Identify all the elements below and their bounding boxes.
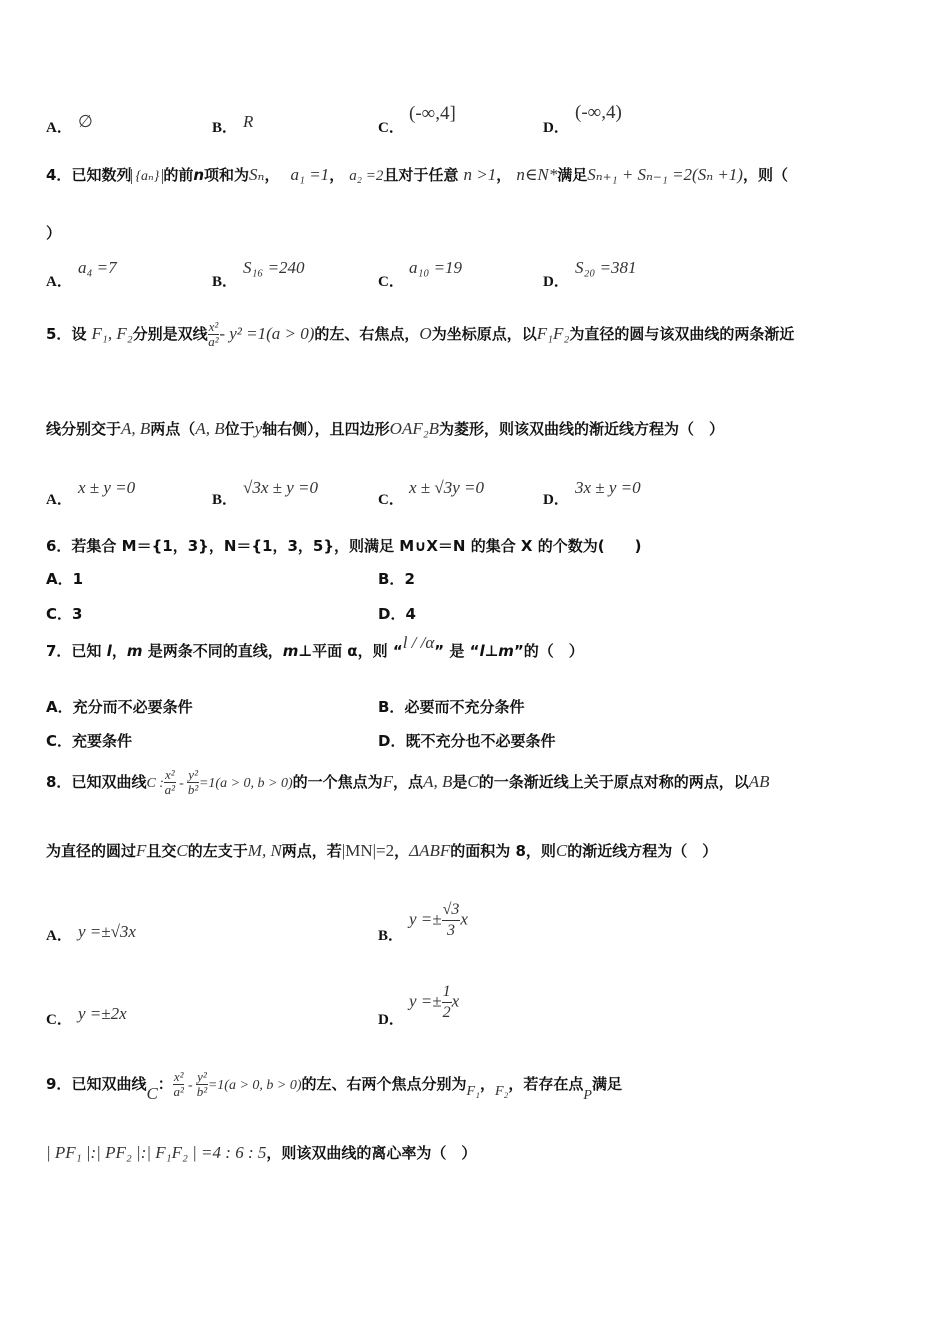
question-6: 6．若集合 M＝{1，3}，N＝{1，3，5}，则满足 M∪X＝N 的集合 X 的个数为( )	[46, 537, 642, 555]
q4-option-c-value: a₁₀ =19	[409, 258, 463, 277]
q3-option-c-value: (-∞,4]	[409, 103, 456, 124]
q4-option-c-label: C．	[378, 274, 404, 290]
q8-focus-2: F	[136, 841, 147, 860]
q5-option-a-value: x ± y =0	[78, 478, 136, 497]
q8-option-d-prefix: y =±	[409, 991, 442, 1011]
q8-option-b-value	[409, 900, 468, 941]
q8-text-11: 的渐近线方程为（ ）	[567, 842, 718, 860]
q6-option-d-label: D．	[378, 605, 406, 623]
question-9-line-2	[46, 1142, 476, 1163]
q6-option-b-value: 2	[404, 570, 415, 588]
q6-option-c-label: C．	[46, 605, 73, 623]
q4-comma-2: ，	[329, 166, 345, 184]
q4-n-gt-1: n >1	[463, 165, 497, 184]
q4-text-5: 满足	[557, 166, 588, 184]
q7-text-1: 7．已知	[46, 642, 107, 660]
q5-text-6: 线分别交于	[46, 420, 122, 438]
q9-text-1: 已知双曲线	[71, 1075, 147, 1093]
q8-y2: y²	[188, 767, 198, 782]
q3-option-d-value: (-∞,4)	[575, 102, 622, 123]
q5-fraction	[208, 320, 220, 349]
q8-segment-ab: AB	[748, 772, 770, 791]
q4-comma-3: ，	[496, 166, 512, 184]
q8-mn-length: |MN|=2	[341, 841, 395, 860]
q8-fraction-y	[187, 768, 199, 797]
q8-curve-c: C	[467, 772, 479, 791]
q5-text-7: 两点（	[150, 420, 196, 438]
q7-option-b-value: 必要而不充分条件	[404, 698, 525, 716]
q8-option-d-suffix: x	[451, 991, 460, 1011]
q8-points-mn: M, N	[247, 841, 282, 860]
q5-equation-rest: - y² =1(a > 0)	[219, 324, 315, 343]
q9-text-2: 的左、右两个焦点分别为	[301, 1075, 467, 1093]
q5-option-b-label: B．	[212, 492, 238, 508]
q5-text-3: 的左、右焦点，	[314, 325, 420, 343]
q5-text-9: 轴右侧），且四边形	[262, 420, 390, 438]
q8-x2: x²	[164, 767, 175, 782]
q6-option-d-value: 4	[405, 605, 416, 623]
q8-text-8: 的左支于	[187, 842, 248, 860]
q9-text-4: 满足	[591, 1075, 622, 1093]
q6-option-a-value: 1	[72, 570, 84, 588]
q9-colon: ：	[157, 1075, 173, 1093]
q5-origin: O	[419, 324, 432, 343]
question-8: 8．已知双曲线C : $\frac{\text{x²}}{\text{a²}}$ - $\frac{\text{y²}}{\text{b²}}$ =1(a > 0, b > 0)的一个焦点为F，点A, B是C的一条渐近线上关于原点对称的两点，以AB	[46, 767, 770, 797]
q5-y-axis: y	[254, 419, 263, 438]
q7-option-b-label: B．	[378, 698, 405, 716]
q5-option-d-value: 3x ± y =0	[575, 478, 641, 497]
q9-condition: =1(a > 0, b > 0)	[207, 1078, 302, 1093]
q4-option-a-label: A．	[46, 274, 72, 290]
q7-option-d-label: D．	[378, 732, 406, 750]
q9-number: 9．	[46, 1075, 72, 1093]
q6-option-b	[378, 568, 415, 589]
q6-option-c-value: 3	[72, 605, 83, 623]
q5-text-8: 位于	[224, 420, 255, 438]
q4-option-b-label: B．	[212, 274, 238, 290]
q9-f2: F₂	[494, 1084, 509, 1099]
q4-option-d-label: D．	[543, 274, 569, 290]
q8-text-1: 已知双曲线	[71, 773, 147, 791]
q3-option-a-value: ∅	[78, 112, 93, 131]
q4-relation: Sₙ₊₁ + Sₙ₋₁ =2(Sₙ +1)	[587, 165, 743, 184]
q5-option-c-label: C．	[378, 492, 404, 508]
q7-option-c	[46, 730, 132, 751]
q7-option-a-label: A．	[46, 698, 73, 716]
q8-text-2: 的一个焦点为	[292, 773, 383, 791]
q9-comma: ，	[479, 1075, 495, 1093]
q7-text-2: ，	[111, 642, 127, 660]
q8-option-b-fraction	[442, 900, 461, 941]
q9-text-5: ，则该双曲线的离心率为（ ）	[266, 1144, 477, 1162]
q5-points-ab-2: A, B	[195, 419, 225, 438]
q4-n-in-N: n∈N*	[516, 165, 558, 184]
question-5	[46, 320, 794, 349]
q7-option-c-label: C．	[46, 732, 73, 750]
q9-fraction-y	[196, 1070, 208, 1099]
q5-fraction-den: a²	[208, 334, 219, 349]
q7-text-3: 是两条不同的直线，	[142, 642, 283, 660]
q8-text-9: 两点，若	[281, 842, 342, 860]
q9-ratio: | PF₁ |:| PF₂ |:| F₁F₂ | =4 : 6 : 5	[46, 1143, 267, 1162]
q5-text-10: 为菱形，则该双曲线的渐近线方程为（ ）	[439, 420, 725, 438]
q4-option-b-value: S₁₆ =240	[243, 258, 305, 277]
q8-triangle: ΔABF	[409, 841, 451, 860]
q8-option-a-label: A．	[46, 928, 72, 944]
q6-option-a-label: A．	[46, 570, 73, 588]
q5-number: 5．	[46, 325, 72, 343]
q8-text-4: 是	[452, 773, 468, 791]
q8-condition: =1(a > 0, b > 0)	[198, 776, 293, 791]
q4-text-3: 项和为	[204, 166, 250, 184]
q5-text-4: 为坐标原点，以	[431, 325, 537, 343]
q7-option-b	[378, 696, 524, 717]
q7-line-m-2: m	[282, 642, 299, 660]
q5-text-1: 设	[71, 325, 87, 343]
q7-option-d	[378, 730, 555, 751]
q5-option-b-value: √3x ± y =0	[243, 478, 318, 497]
q7-text-5: ” 是 “	[434, 642, 480, 660]
q8-option-d-value	[409, 982, 459, 1023]
q8-text-6: 为直径的圆过	[46, 842, 137, 860]
q4-number: 4．	[46, 166, 72, 184]
q3-option-c-label: C．	[378, 120, 404, 136]
q9-curve-name: C	[146, 1084, 158, 1103]
q4-n: n	[193, 166, 205, 184]
question-8-line-2	[46, 840, 717, 861]
q3-option-a-label: A．	[46, 120, 72, 136]
q8-option-c-label: C．	[46, 1012, 72, 1028]
q8-comma: ，	[394, 842, 410, 860]
q8-option-d-label: D．	[378, 1012, 404, 1028]
q7-condition: l / /α	[402, 633, 435, 652]
q8-fraction-x	[164, 768, 176, 797]
question-7	[46, 633, 584, 661]
q4-sn: Sₙ	[249, 165, 265, 184]
q5-fraction-num: x²	[208, 319, 219, 334]
q8-focus: F	[382, 772, 394, 791]
q9-fraction-x	[173, 1070, 185, 1099]
q5-points-ab: A, B	[121, 419, 151, 438]
q6-option-b-label: B．	[378, 570, 405, 588]
q5-option-a-label: A．	[46, 492, 72, 508]
q8-text-5: 的一条渐近线上关于原点对称的两点，以	[478, 773, 749, 791]
q7-line-l: l	[106, 642, 112, 660]
q9-text-3: ，若存在点	[508, 1075, 584, 1093]
q7-text-6: ”的（ ）	[513, 642, 584, 660]
q8-points-ab: A, B	[423, 772, 453, 791]
q6-option-c	[46, 603, 82, 624]
q4-text-6: ，则（	[742, 166, 788, 184]
q4-text-1: 已知数列	[71, 166, 132, 184]
q4-option-a-value: a₄ =7	[78, 258, 117, 277]
q8-option-a-value: y =±√3x	[78, 922, 136, 941]
q5-option-d-label: D．	[543, 492, 569, 508]
q6-option-a	[46, 568, 83, 589]
q7-text-4: ⊥平面 α，则 “	[298, 642, 403, 660]
q8-option-b-num: √3	[442, 900, 461, 921]
q4-comma-1: ，	[264, 166, 280, 184]
q5-f1f2-segment: F₁F₂	[536, 324, 570, 343]
q3-option-b-label: B．	[212, 120, 238, 136]
q9-point-p: P	[583, 1088, 592, 1103]
q7-option-c-value: 充要条件	[72, 732, 133, 750]
q8-option-b-suffix: x	[460, 909, 468, 929]
q5-text-2: 分别是双线	[132, 325, 208, 343]
q9-a2: a²	[173, 1084, 184, 1099]
q4-close-paren: ）	[46, 224, 62, 242]
q8-a2: a²	[164, 782, 175, 797]
q4-a1: a₁ =1	[290, 165, 330, 184]
question-5-line-2	[46, 418, 724, 439]
q8-text-10: 的面积为 8，则	[450, 842, 556, 860]
q8-number: 8．	[46, 773, 72, 791]
q5-text-5: 为直径的圆与该双曲线的两条渐近	[569, 325, 795, 343]
q7-line-m: m	[126, 642, 143, 660]
q8-option-d-num: 1	[442, 982, 452, 1003]
q9-f1: F₁	[466, 1084, 480, 1099]
q8-curve-c-3: C	[555, 841, 568, 860]
question-9: 9．已知双曲线C： $\frac{\text{x²}}{\text{a²}}$ - $\frac{\text{y²}}{\text{b²}}$ =1(a > 0, b > 0)的左、右两个焦点分别为F₁，F₂，若存在点P满足	[46, 1069, 622, 1103]
q3-option-d-label: D．	[543, 120, 569, 136]
q4-option-d-value: S₂₀ =381	[575, 258, 637, 277]
q4-a2: a₂ =2	[349, 168, 384, 184]
q4-sequence: {aₙ}	[131, 169, 163, 184]
q8-option-d-den: 2	[442, 1004, 451, 1021]
q7-option-a	[46, 696, 193, 717]
q7-option-a-value: 充分而不必要条件	[72, 698, 193, 716]
q9-y2: y²	[197, 1069, 207, 1084]
q8-b2: b²	[187, 782, 199, 797]
q4-text-4: 且对于任意	[383, 166, 459, 184]
q5-quadrilateral: OAF₂B	[389, 419, 440, 438]
q3-option-b-value: R	[243, 112, 254, 131]
q8-option-d-fraction	[442, 982, 452, 1023]
q9-b2: b²	[196, 1084, 208, 1099]
q7-option-d-value: 既不充分也不必要条件	[405, 732, 556, 750]
q8-option-c-value: y =±2x	[78, 1004, 127, 1023]
q8-option-b-den: 3	[447, 922, 455, 939]
q5-f1-f2: F₁, F₂	[91, 324, 133, 343]
q6-option-d	[378, 603, 416, 624]
q8-text-3: ，点	[393, 773, 424, 791]
q8-option-b-label: B．	[378, 928, 404, 944]
q7-perpendicular: l⊥m	[479, 642, 514, 660]
q8-curve-name: C :	[146, 776, 164, 791]
q5-option-c-value: x ± √3y =0	[409, 478, 484, 497]
question-4	[46, 164, 788, 185]
q9-x2: x²	[173, 1069, 184, 1084]
q8-curve-c-2: C	[176, 841, 188, 860]
q4-text-2: 的前	[163, 166, 194, 184]
q8-option-b-prefix: y =±	[409, 909, 442, 929]
q8-text-7: 且交	[146, 842, 177, 860]
